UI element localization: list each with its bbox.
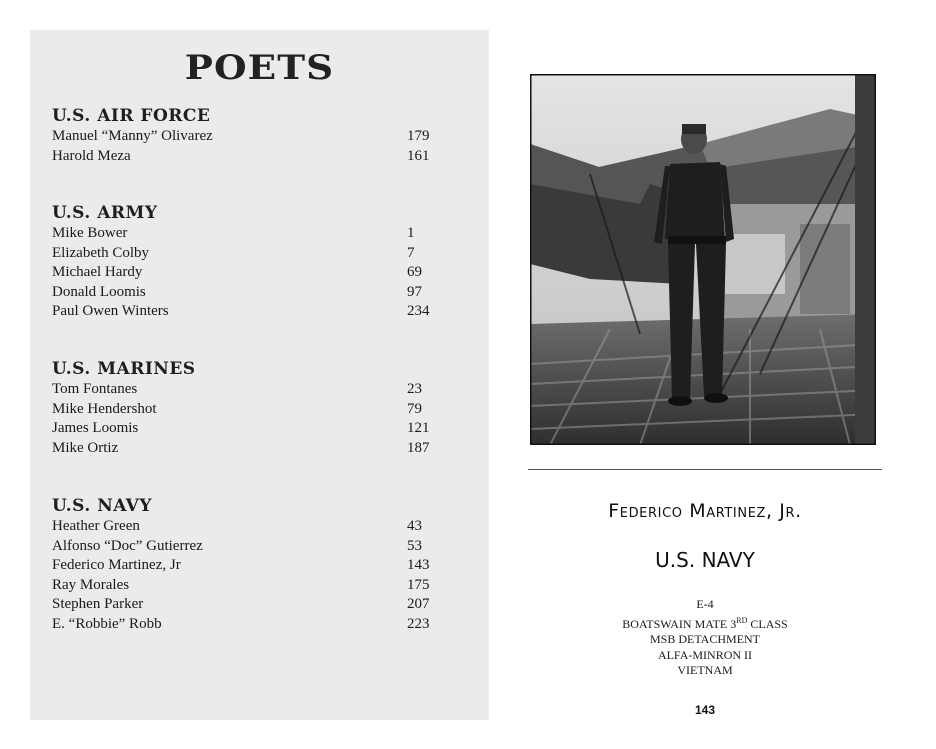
list-item bbox=[52, 615, 432, 635]
page-number: 143 bbox=[694, 703, 716, 717]
section-army bbox=[52, 203, 432, 322]
divider bbox=[528, 469, 882, 470]
list-item bbox=[52, 517, 432, 537]
poet-page: 175 bbox=[407, 576, 430, 593]
poet-page: 234 bbox=[407, 303, 430, 319]
poet-page: 7 bbox=[407, 244, 415, 261]
list-item bbox=[52, 439, 432, 459]
poet-page: 179 bbox=[407, 128, 430, 144]
poet-page: 43 bbox=[407, 518, 422, 534]
list-item bbox=[52, 595, 432, 615]
sailor-photo bbox=[530, 74, 876, 445]
poet-page: 79 bbox=[407, 400, 422, 417]
poet-name: Mike Ortiz bbox=[52, 439, 119, 456]
poet-name: Ray Morales bbox=[52, 576, 130, 593]
poet-page: 53 bbox=[407, 537, 422, 554]
poet-name: Federico Martinez, Jr bbox=[52, 557, 181, 573]
poet-name: Harold Meza bbox=[52, 147, 131, 164]
section-heading: U.S. NAVY bbox=[52, 496, 153, 516]
poet-page: 143 bbox=[407, 557, 430, 573]
list-item bbox=[52, 576, 432, 596]
list-item bbox=[52, 302, 432, 322]
section-marines bbox=[52, 359, 432, 458]
list-item bbox=[52, 263, 432, 283]
poet-page: 187 bbox=[407, 439, 430, 456]
list-item bbox=[52, 224, 432, 244]
section-heading: U.S. AIR FORCE bbox=[52, 106, 211, 126]
branch-heading: U.S. NAVY bbox=[655, 548, 755, 572]
poet-name: James Loomis bbox=[52, 420, 139, 436]
list-item bbox=[52, 400, 432, 420]
list-item bbox=[52, 127, 432, 147]
section-heading: U.S. ARMY bbox=[52, 203, 158, 223]
poet-page: 207 bbox=[407, 596, 430, 612]
poet-name: Paul Owen Winters bbox=[52, 303, 169, 319]
list-item bbox=[52, 380, 432, 400]
section-heading: U.S. MARINES bbox=[52, 359, 196, 379]
poet-page: 69 bbox=[407, 264, 422, 280]
section-air-force bbox=[52, 106, 432, 166]
section-navy bbox=[52, 496, 432, 634]
poet-page: 161 bbox=[407, 147, 430, 164]
location: VIETNAM bbox=[677, 663, 733, 677]
poet-name: Heather Green bbox=[52, 518, 140, 534]
poet-page: 223 bbox=[407, 615, 430, 632]
squadron: ALFA-MINRON II bbox=[657, 647, 753, 662]
list-item bbox=[52, 147, 432, 167]
poet-name: E. “Robbie” Robb bbox=[52, 615, 162, 632]
poet-name: Elizabeth Colby bbox=[52, 244, 150, 261]
poet-name: Tom Fontanes bbox=[52, 381, 138, 397]
poets-index-page bbox=[30, 30, 489, 720]
list-item bbox=[52, 244, 432, 264]
photo-illustration bbox=[530, 74, 876, 445]
poet-name: Mike Bower bbox=[52, 225, 128, 241]
poet-page: 97 bbox=[407, 283, 422, 300]
page-title: POETS bbox=[184, 48, 335, 88]
list-item bbox=[52, 556, 432, 576]
rate: BOATSWAIN MATE 3RD CLASS bbox=[622, 615, 788, 631]
service-details bbox=[528, 597, 882, 679]
list-item bbox=[52, 283, 432, 303]
rank: E-4 bbox=[696, 597, 714, 611]
poet-page: 23 bbox=[407, 381, 422, 397]
poet-page: 121 bbox=[407, 420, 430, 436]
poet-name: Donald Loomis bbox=[52, 283, 146, 300]
poet-page: 1 bbox=[407, 225, 415, 241]
poet-name: Michael Hardy bbox=[52, 264, 143, 280]
poet-name: Stephen Parker bbox=[52, 596, 144, 612]
unit: MSB DETACHMENT bbox=[649, 632, 761, 646]
poet-name: Alfonso “Doc” Gutierrez bbox=[52, 537, 203, 554]
list-item bbox=[52, 537, 432, 557]
poet-name: Manuel “Manny” Olivarez bbox=[52, 128, 213, 144]
list-item bbox=[52, 419, 432, 439]
poet-name-heading: Federico Martinez, Jr. bbox=[608, 500, 802, 522]
poet-name: Mike Hendershot bbox=[52, 400, 157, 417]
